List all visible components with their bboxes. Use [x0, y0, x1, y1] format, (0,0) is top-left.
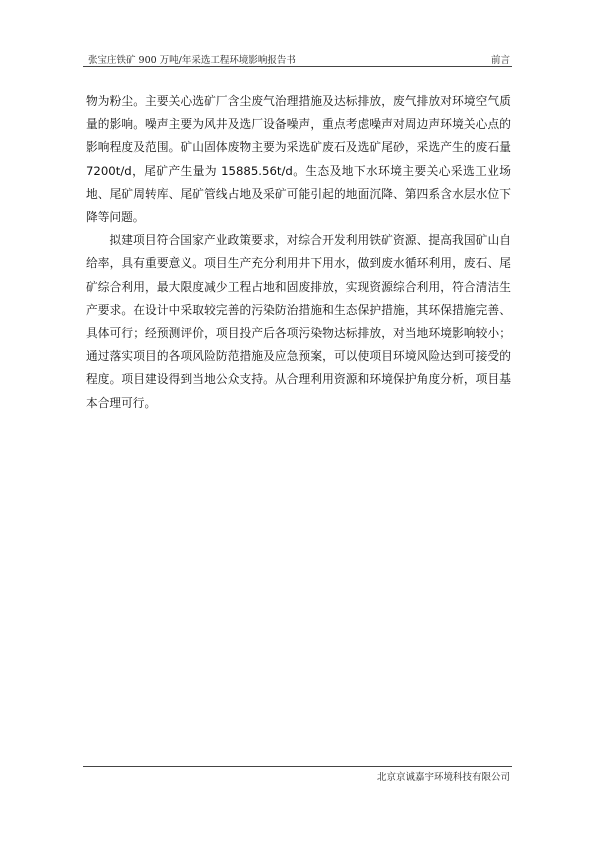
document-title: 张宝庄铁矿 900 万吨/年采选工程环境影响报告书	[88, 55, 296, 66]
page-footer	[83, 766, 512, 783]
company-name: 北京京诚嘉宇环境科技有限公司	[376, 772, 510, 783]
section-name: 前言	[490, 55, 510, 66]
body-text	[86, 90, 511, 415]
paragraph-2: 拟建项目符合国家产业政策要求，对综合开发利用铁矿资源、提高我国矿山自给率，具有重要意义。项目生产充分利用井下用水，做到废水循环利用，废石、尾矿综合利用，最大限度减少工程占地和固废排放，实现资源综合利用，符合清洁生产要求。在设计中采取较完善的污染防治措施和生态保护措施，其环保措施完善、具体可行；经预测评价，项目投产后各项污染物达标排放，对当地环境影响较小；通过落实项目的各项风险防范措施及应急预案，可以使项目环境风险达到可接受的程度。项目建设得到当地公众支持。从合理利用资源和环境保护角度分析，项目基本合理可行。	[86, 233, 511, 410]
paragraph-1: 物为粉尘。主要关心选矿厂含尘废气治理措施及达标排放，废气排放对环境空气质量的影响。噪声主要为风井及选厂设备噪声，重点考虑噪声对周边声环境关心点的影响程度及范围。矿山固体废物主要为采选矿废石及选矿尾砂，采选产生的废石量 7200t/d，尾矿产生量为 15885.56t/d。生态及地下水环境主要关心采选工业场地、尾矿周转库、尾矿管线占地及采矿可能引起的地面沉降、第四系含水层水位下降等问题。	[86, 94, 511, 225]
page-header	[83, 50, 512, 67]
